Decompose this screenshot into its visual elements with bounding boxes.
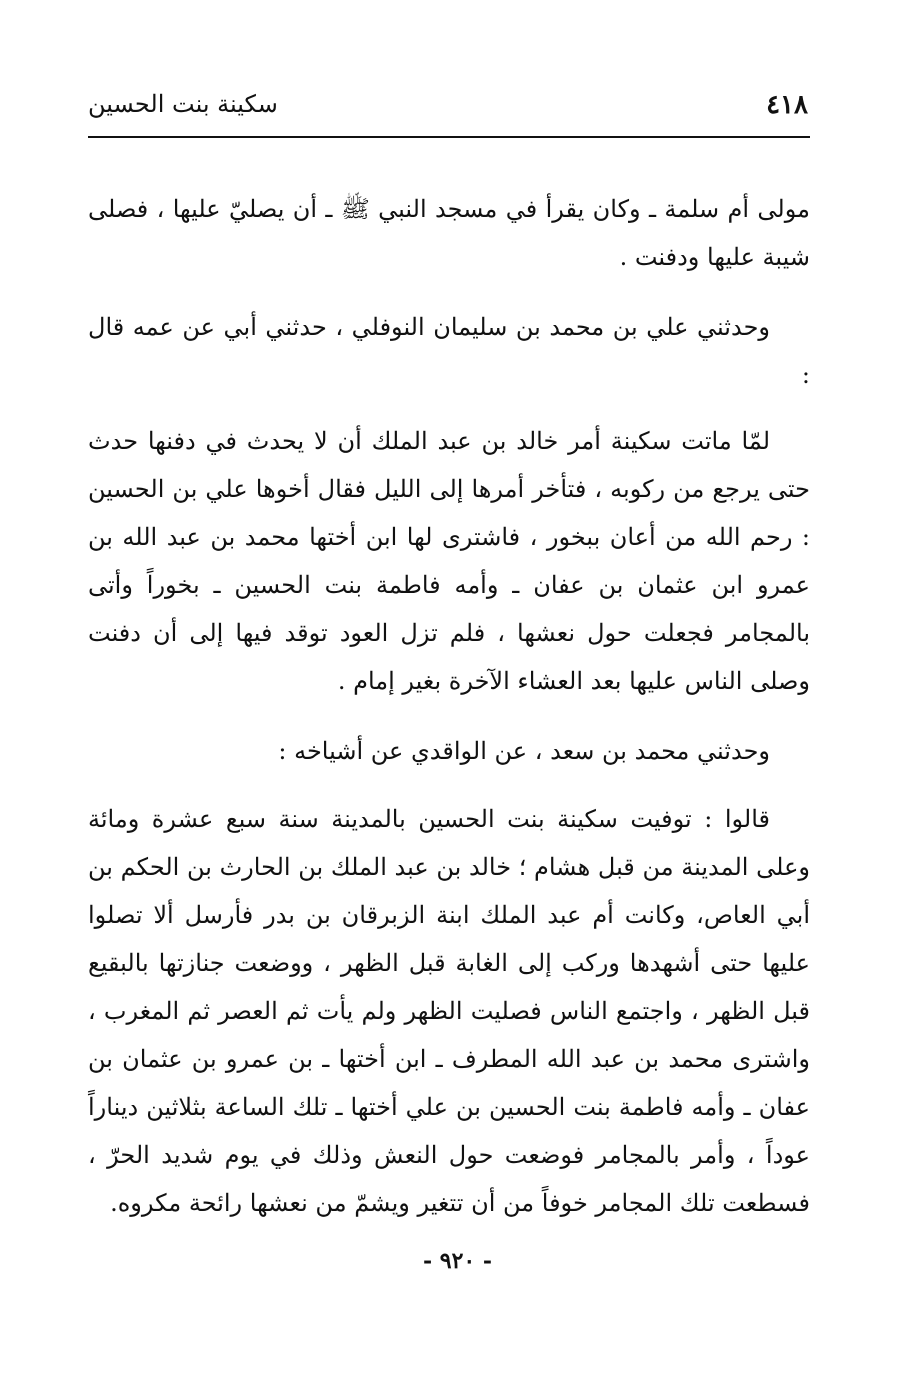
page-header bbox=[88, 86, 808, 128]
paragraph-narration-1: لمّا ماتت سكينة أمر خالد بن عبد الملك أن لا يحدث في دفنها حدث حتى يرجع من ركوبه ، فتأخر أمرها إلى الليل فقال أخوها علي بن الحسين : رحم الله من أعان ببخور ، فاشترى لها ابن أختها محمد بن عبد الله بن عمرو ابن عثمان بن عفان ـ وأمه فاطمة بنت الحسين ـ بخوراً وأتى بالمجامر فجعلت حول نعشها ، فلم تزل العود توقد فيها إلى أن دفنت وصلى الناس عليها بعد العشاء الآخرة بغير إمام . bbox=[88, 427, 811, 695]
paragraph-isnad-1: وحدثني علي بن محمد بن سليمان النوفلي ، حدثني أبي عن عمه قال : bbox=[88, 313, 810, 389]
header-page-number: ٤١٨ bbox=[766, 90, 808, 120]
paragraph-narration-2: قالوا : توفيت سكينة بنت الحسين بالمدينة سنة سبع عشرة ومائة وعلى المدينة من قبل هشام ؛ خالد بن عبد الملك بن الحارث بن الحكم بن أبي العاص، وكانت أم عبد الملك ابنة الزبرقان بن بدر فأرسل ألا تصلوا عليها حتى أشهدها وركب إلى الغابة قبل الظهر ، ووضعت جنازتها بالبقيع قبل الظهر ، واجتمع الناس فصليت الظهر ولم يأت ثم العصر ثم المغرب ، واشترى محمد بن عبد الله المطرف ـ ابن أختها ـ بن عمرو بن عثمان بن عفان ـ وأمه فاطمة بنت الحسين بن علي أختها ـ تلك الساعة بثلاثين ديناراً عوداً ، وأمر بالمجامر فوضعت حول النعش وذلك في يوم شديد الحرّ ، فسطعت تلك المجامر خوفاً من أن تتغير ويشمّ من نعشها رائحة مكروه. bbox=[88, 805, 810, 1217]
paragraph-isnad-2: وحدثني محمد بن سعد ، عن الواقدي عن أشياخه : bbox=[278, 737, 770, 765]
footer-page-number: - ٩٢٠ - bbox=[422, 1248, 493, 1274]
body-text bbox=[88, 185, 810, 1227]
paragraph-continuation: مولى أم سلمة ـ وكان يقرأ في مسجد النبي ﷺ ـ أن يصليّ عليها ، فصلى شيبة عليها ودفنت . bbox=[88, 195, 810, 271]
running-title: سكينة بنت الحسين bbox=[88, 90, 278, 118]
header-divider bbox=[88, 136, 810, 138]
